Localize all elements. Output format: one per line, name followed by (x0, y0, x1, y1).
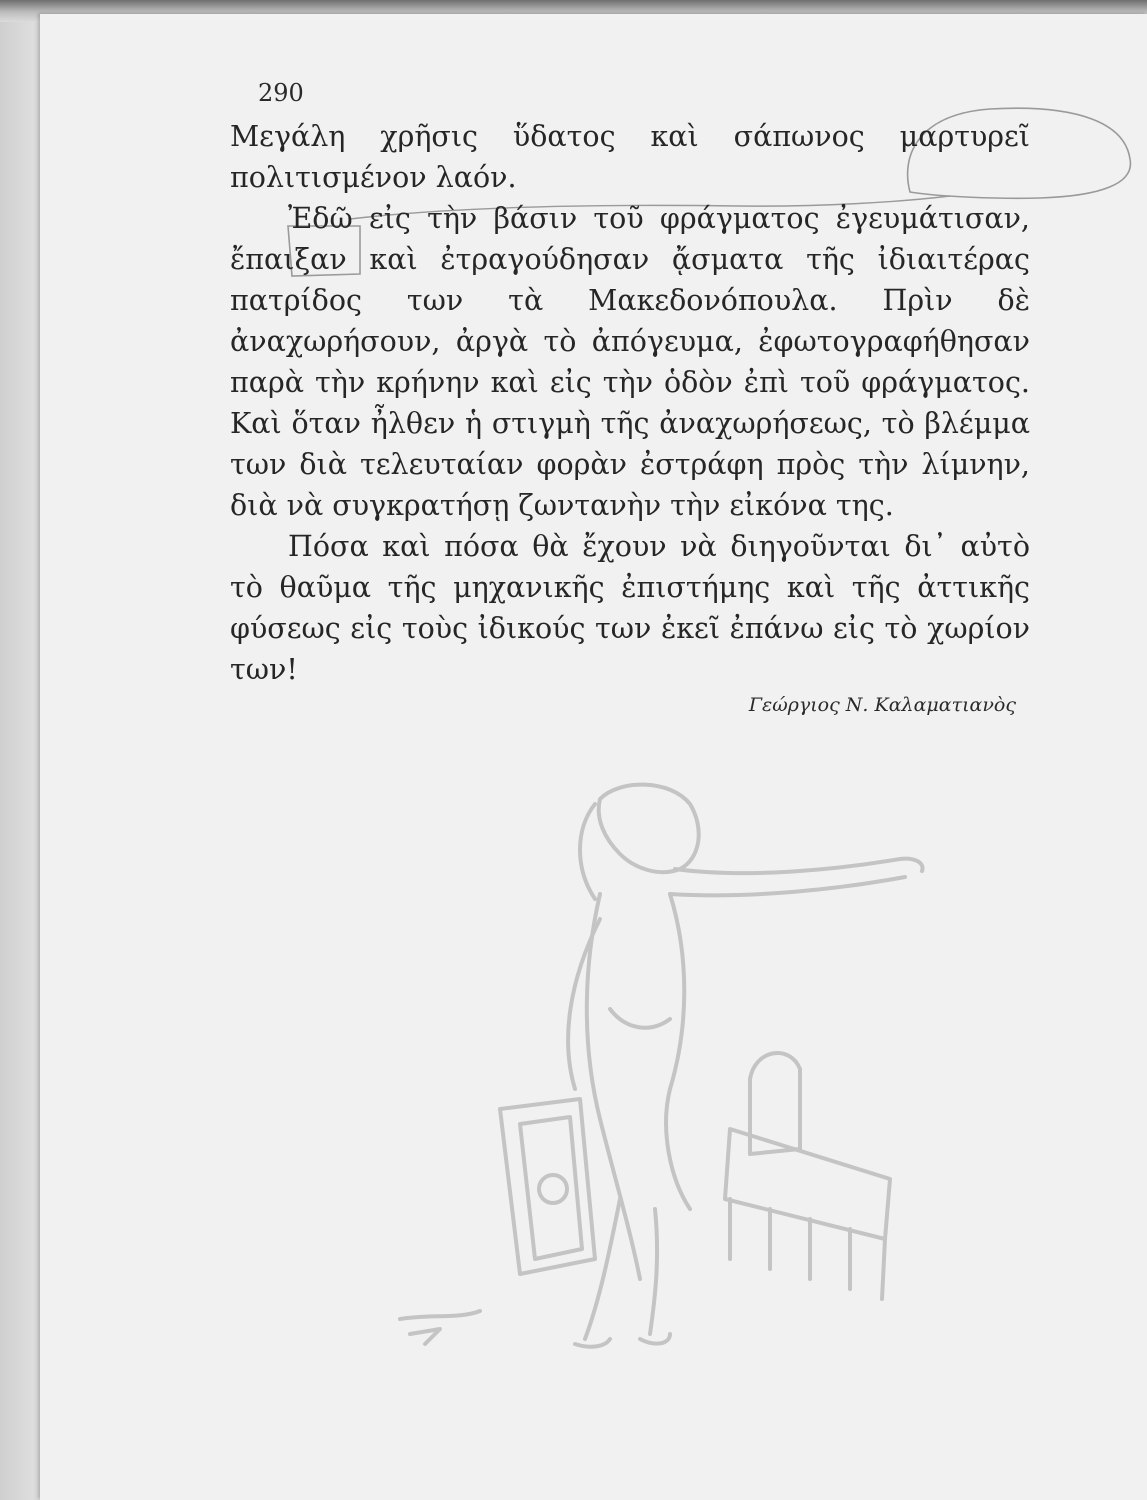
paragraph: Μεγάλη χρῆσις ὕδατος καὶ σάπωνος μαρτυρεῖ πολιτισμένον λαόν. (230, 120, 1030, 194)
body-text (230, 116, 1030, 690)
scan-left-edge (0, 0, 34, 1500)
walking-figure-illustration (370, 759, 970, 1379)
paragraph: Ἐδῶ εἰς τὴν βάσιν τοῦ φράγματος ἐγευμάτισαν, ἔπαιξαν καὶ ἐτραγούδησαν ᾄσματα τῆς ἰδιαιτέρας πατρίδος των τὰ Μακεδονόπουλα. Πρὶν δὲ ἀναχωρήσουν, ἀργὰ τὸ ἀπόγευμα, ἐφωτογραφήθησαν παρὰ τὴν κρήνην καὶ εἰς τὴν ὁδὸν ἐπὶ τοῦ φράγματος. Καὶ ὅταν ἦλθεν ἡ στιγμὴ τῆς ἀναχωρήσεως, τὸ βλέμμα των διὰ τελευταίαν φορὰν ἐστράφη πρὸς τὴν λίμνην, διὰ νὰ συγκρατήσῃ ζωντανὴν τὴν εἰκόνα της. (230, 202, 1030, 522)
book-page (40, 14, 1147, 1500)
author-signature: Γεώργιος Ν. Καλαματιανὸς (748, 694, 1016, 716)
page-number: 290 (258, 79, 304, 107)
paragraph: Πόσα καὶ πόσα θὰ ἔχουν νὰ διηγοῦνται δι᾽ αὐτὸ τὸ θαῦμα τῆς μηχανικῆς ἐπιστήμης καὶ τῆς ἀττικῆς φύσεως εἰς τοὺς ἰδικούς των ἐκεῖ ἐπάνω εἰς τὸ χωρίον των! (230, 530, 1030, 686)
